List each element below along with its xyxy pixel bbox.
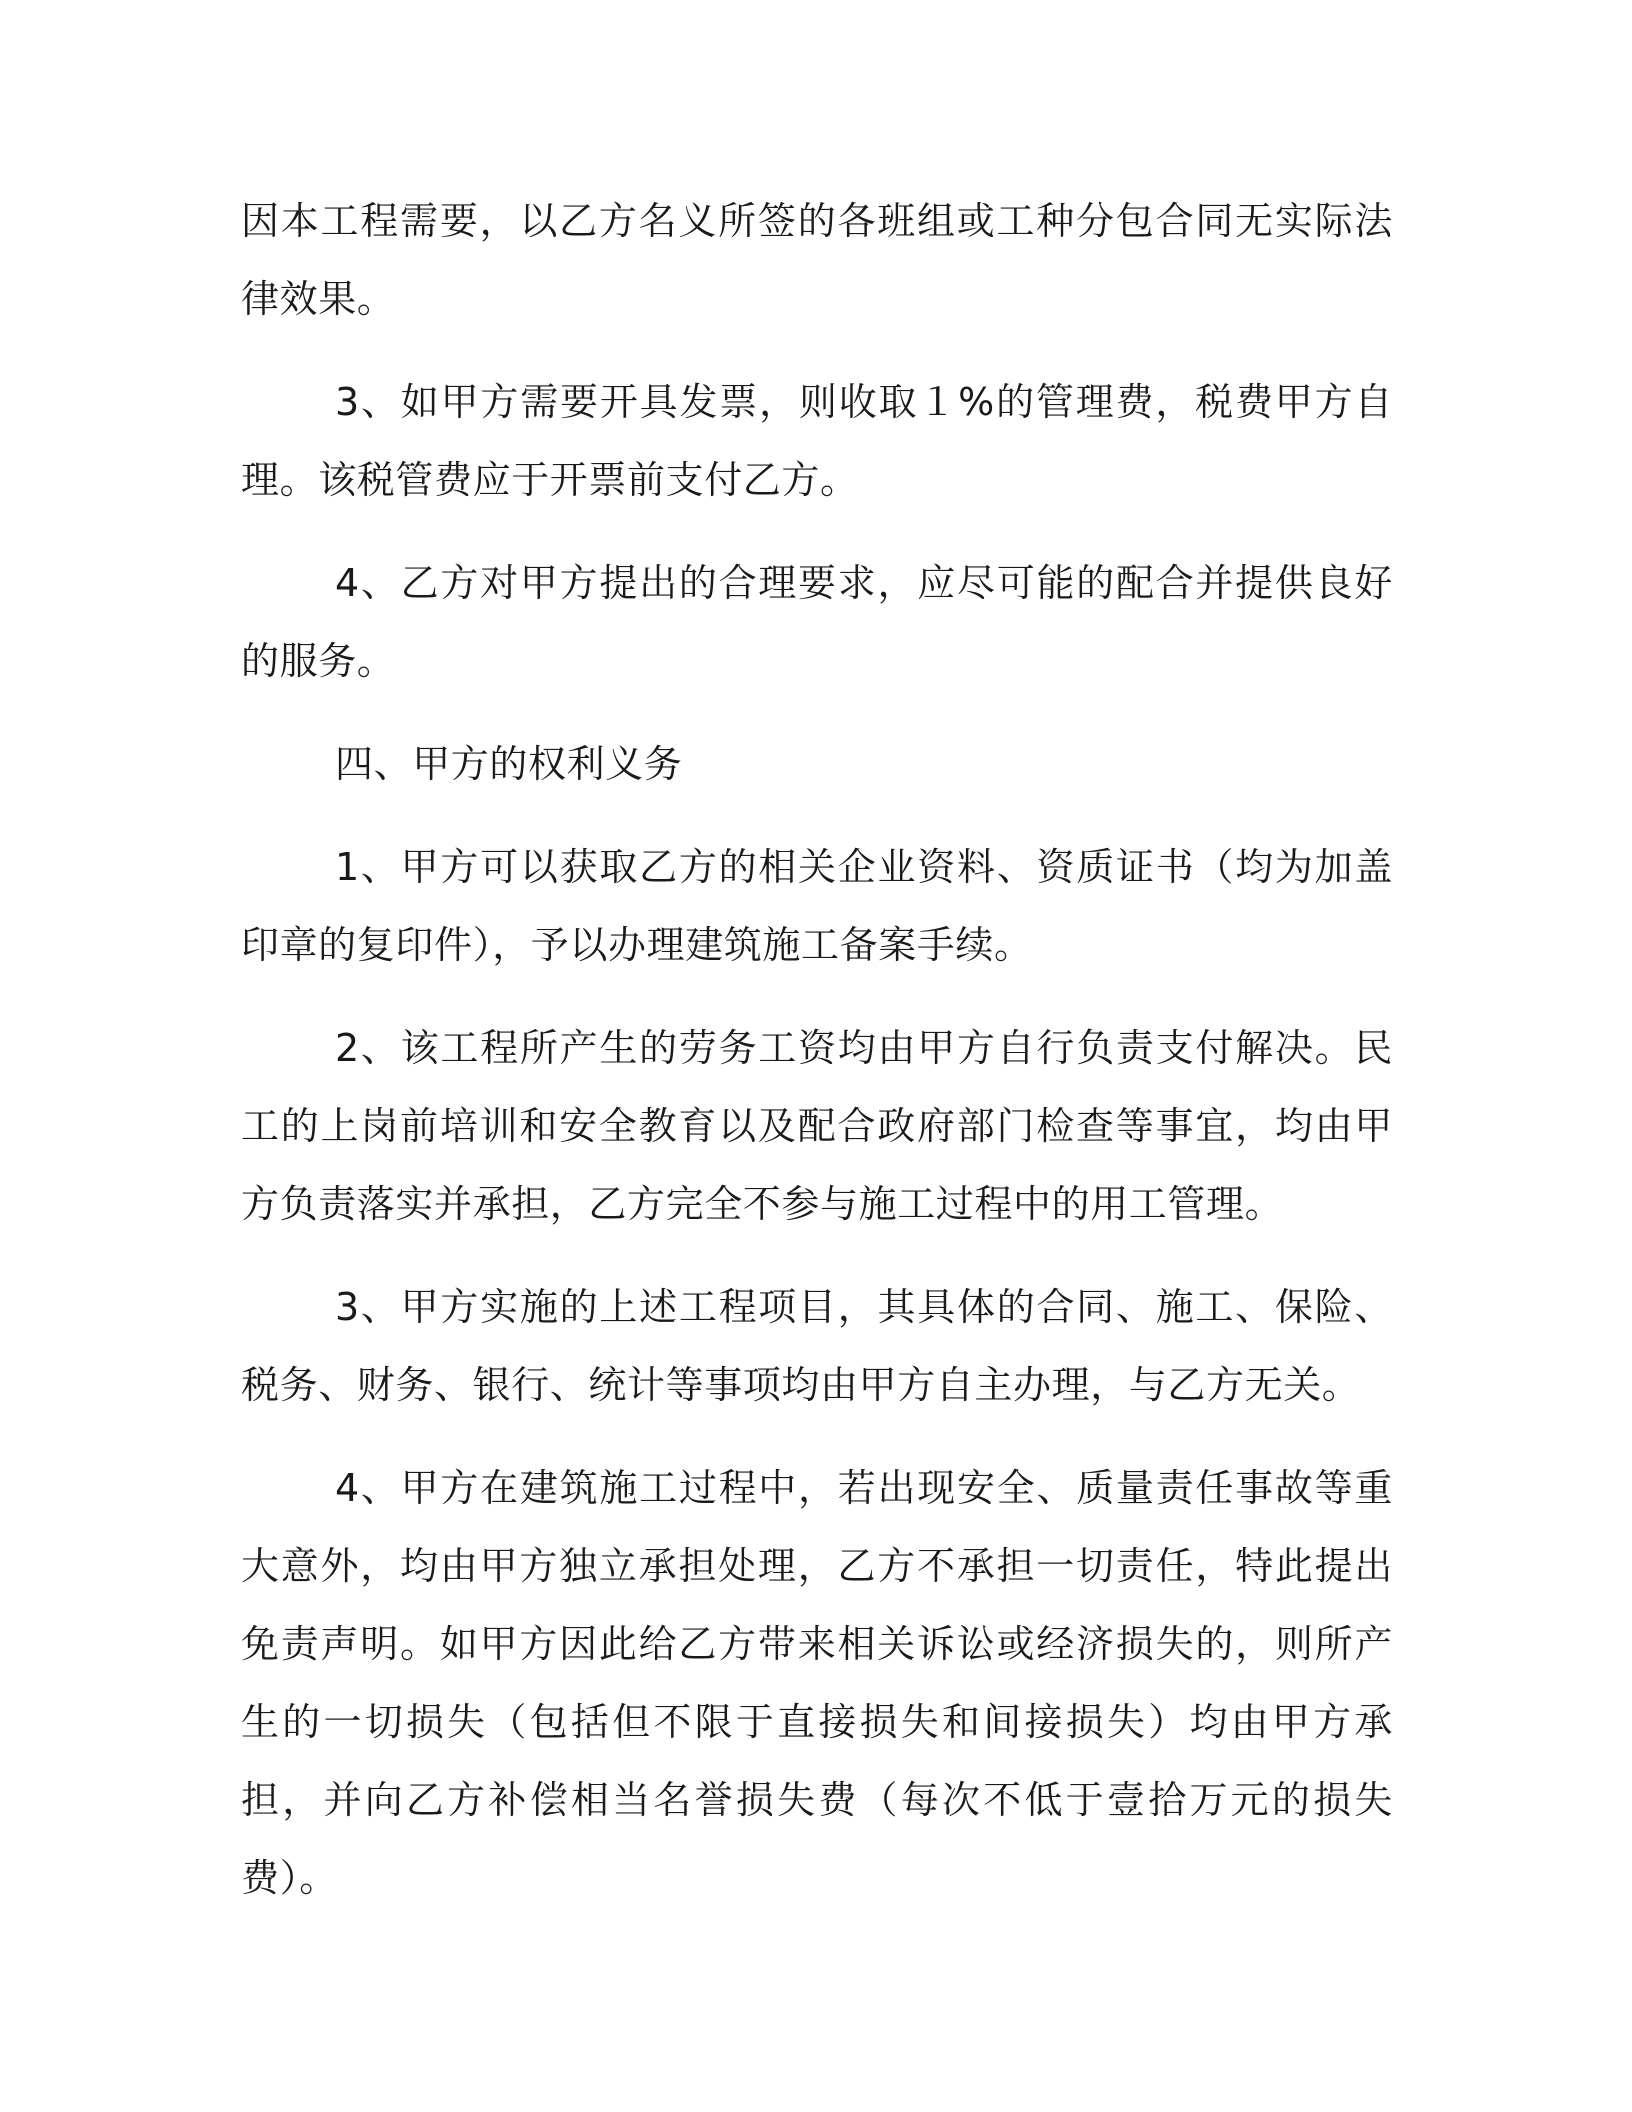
paragraph-continuation: 因本工程需要，以乙方名义所签的各班组或工种分包合同无实际法律效果。 (241, 199, 1393, 321)
paragraph-a-clause-3: 3、甲方实施的上述工程项目，其具体的合同、施工、保险、税务、财务、银行、统计等事项均由甲方自主办理，与乙方无关。 (241, 1285, 1393, 1407)
paragraph-a-clause-2: 2、该工程所产生的劳务工资均由甲方自行负责支付解决。民工的上岗前培训和安全教育以及配合政府部门检查等事宜，均由甲方负责落实并承担，乙方完全不参与施工过程中的用工管理。 (241, 1026, 1393, 1226)
document-body (241, 182, 1393, 1942)
paragraph-a-clause-4: 4、甲方在建筑施工过程中，若出现安全、质量责任事故等重大意外，均由甲方独立承担处理，乙方不承担一切责任，特此提出免责声明。如甲方因此给乙方带来相关诉讼或经济损失的，则所产生的一切损失（包括但不限于直接损失和间接损失）均由甲方承担，并向乙方补偿相当名誉损失费（每次不低于壹拾万元的损失费）。 (241, 1466, 1393, 1900)
paragraph-a-clause-1: 1、甲方可以获取乙方的相关企业资料、资质证书（均为加盖印章的复印件），予以办理建筑施工备案手续。 (241, 845, 1393, 967)
section-heading-party-a-rights: 四、甲方的权利义务 (335, 742, 683, 786)
paragraph-clause-3-invoice: 3、如甲方需要开具发票，则收取１%的管理费，税费甲方自理。该税管费应于开票前支付乙方。 (241, 380, 1393, 502)
paragraph-clause-4-cooperation: 4、乙方对甲方提出的合理要求，应尽可能的配合并提供良好的服务。 (241, 561, 1393, 683)
